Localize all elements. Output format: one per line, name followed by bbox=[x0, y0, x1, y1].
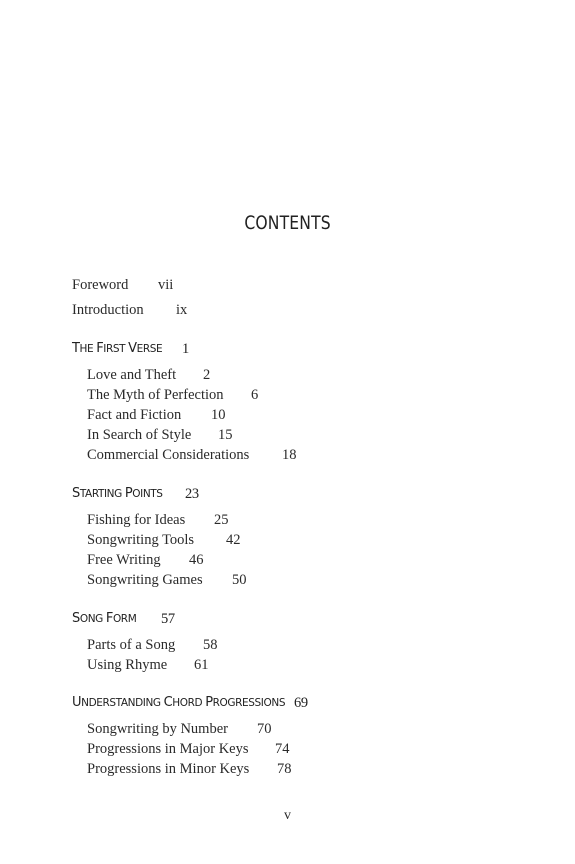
toc-page-number: 74 bbox=[275, 741, 290, 757]
toc-entry-label: In Search of Style bbox=[87, 427, 192, 443]
toc-entry[interactable] bbox=[87, 426, 233, 444]
toc-page-number: 6 bbox=[251, 387, 259, 403]
toc-entry[interactable] bbox=[87, 406, 226, 424]
section-title-smallcaps: TARTING bbox=[79, 488, 125, 500]
toc-page-number: 15 bbox=[218, 427, 233, 443]
toc-entry-introduction[interactable] bbox=[72, 301, 188, 319]
toc-page-number: 1 bbox=[182, 341, 189, 357]
toc-entry-label: Using Rhyme bbox=[87, 657, 168, 673]
section-title-initial: S bbox=[72, 611, 80, 626]
toc-page-number: ix bbox=[176, 302, 188, 318]
page-folio: v bbox=[284, 808, 291, 823]
toc-entry[interactable] bbox=[87, 531, 241, 549]
section-title-smallcaps: NDERSTANDING bbox=[81, 697, 164, 709]
section-title-initial: C bbox=[163, 695, 173, 710]
section-title-smallcaps: ERSE bbox=[136, 343, 163, 355]
toc-page-number: 61 bbox=[194, 657, 209, 673]
page-title: CONTENTS bbox=[244, 212, 331, 234]
toc-entry-label: Introduction bbox=[72, 302, 144, 318]
toc-entry[interactable] bbox=[87, 511, 229, 529]
toc-page-number: 57 bbox=[161, 611, 175, 627]
section-title-smallcaps: HORD bbox=[172, 697, 206, 709]
toc-page-number: vii bbox=[158, 277, 174, 293]
section-title-initial: S bbox=[72, 486, 80, 501]
toc-entry-label: The Myth of Perfection bbox=[87, 387, 224, 403]
toc-entry-label: Progressions in Minor Keys bbox=[87, 761, 250, 777]
toc-page-number: 25 bbox=[214, 512, 229, 528]
section-title-initial: P bbox=[124, 486, 133, 501]
toc-entry[interactable] bbox=[87, 551, 204, 569]
section-title-initial: U bbox=[72, 695, 82, 710]
toc-entry-label: Songwriting Tools bbox=[87, 532, 195, 548]
section-title-initial: V bbox=[128, 341, 137, 356]
section-title-initial: T bbox=[72, 341, 80, 356]
toc-page-number: 50 bbox=[232, 572, 247, 588]
toc-entry-label: Fact and Fiction bbox=[87, 407, 182, 423]
toc-entry-label: Foreword bbox=[72, 277, 129, 293]
toc-page-number: 69 bbox=[294, 695, 308, 711]
section-title-smallcaps: OINTS bbox=[132, 488, 163, 500]
section-title-smallcaps: ORM bbox=[112, 613, 137, 625]
section-title-initial: F bbox=[96, 341, 104, 356]
toc-section-song-form[interactable] bbox=[72, 610, 175, 628]
toc-entry-label: Songwriting Games bbox=[87, 572, 203, 588]
toc-entry-label: Fishing for Ideas bbox=[87, 512, 186, 528]
section-title-smallcaps: ROGRESSIONS bbox=[212, 697, 286, 709]
toc-page-number: 78 bbox=[277, 761, 292, 777]
toc-entry-label: Commercial Considerations bbox=[87, 447, 250, 463]
toc-page-number: 23 bbox=[185, 486, 199, 502]
toc-entry-label: Love and Theft bbox=[87, 367, 177, 383]
toc-page-number: 46 bbox=[189, 552, 204, 568]
section-title-smallcaps: IRST bbox=[103, 343, 129, 355]
toc-entry-label: Parts of a Song bbox=[87, 637, 176, 653]
section-title-smallcaps: HE bbox=[79, 343, 97, 355]
toc-entry[interactable] bbox=[87, 571, 247, 589]
toc-entry-foreword[interactable] bbox=[72, 276, 174, 294]
toc-entry[interactable] bbox=[87, 656, 209, 674]
toc-entry[interactable] bbox=[87, 636, 218, 654]
toc-entry-label: Progressions in Major Keys bbox=[87, 741, 249, 757]
section-title-initial: P bbox=[205, 695, 213, 710]
toc-section-understanding-chord-progressions[interactable] bbox=[72, 694, 308, 712]
toc-entry[interactable] bbox=[87, 760, 292, 778]
toc-entry[interactable] bbox=[87, 446, 297, 464]
toc-section-the-first-verse[interactable] bbox=[72, 340, 189, 358]
toc-entry[interactable] bbox=[87, 740, 290, 758]
toc-page-number: 42 bbox=[226, 532, 241, 548]
toc-page-number: 58 bbox=[203, 637, 218, 653]
toc-page-number: 10 bbox=[211, 407, 226, 423]
toc-entry-label: Free Writing bbox=[87, 552, 161, 568]
section-title-initial: F bbox=[105, 611, 113, 626]
toc-entry[interactable] bbox=[87, 386, 259, 404]
toc-page-number: 2 bbox=[203, 367, 211, 383]
toc-entry[interactable] bbox=[87, 366, 211, 384]
section-title-smallcaps: ONG bbox=[79, 613, 106, 625]
toc-entry-label: Songwriting by Number bbox=[87, 721, 228, 737]
toc-entry[interactable] bbox=[87, 720, 272, 738]
toc-page-number: 70 bbox=[257, 721, 272, 737]
toc-section-starting-points[interactable] bbox=[72, 485, 199, 503]
toc-page-number: 18 bbox=[282, 447, 297, 463]
